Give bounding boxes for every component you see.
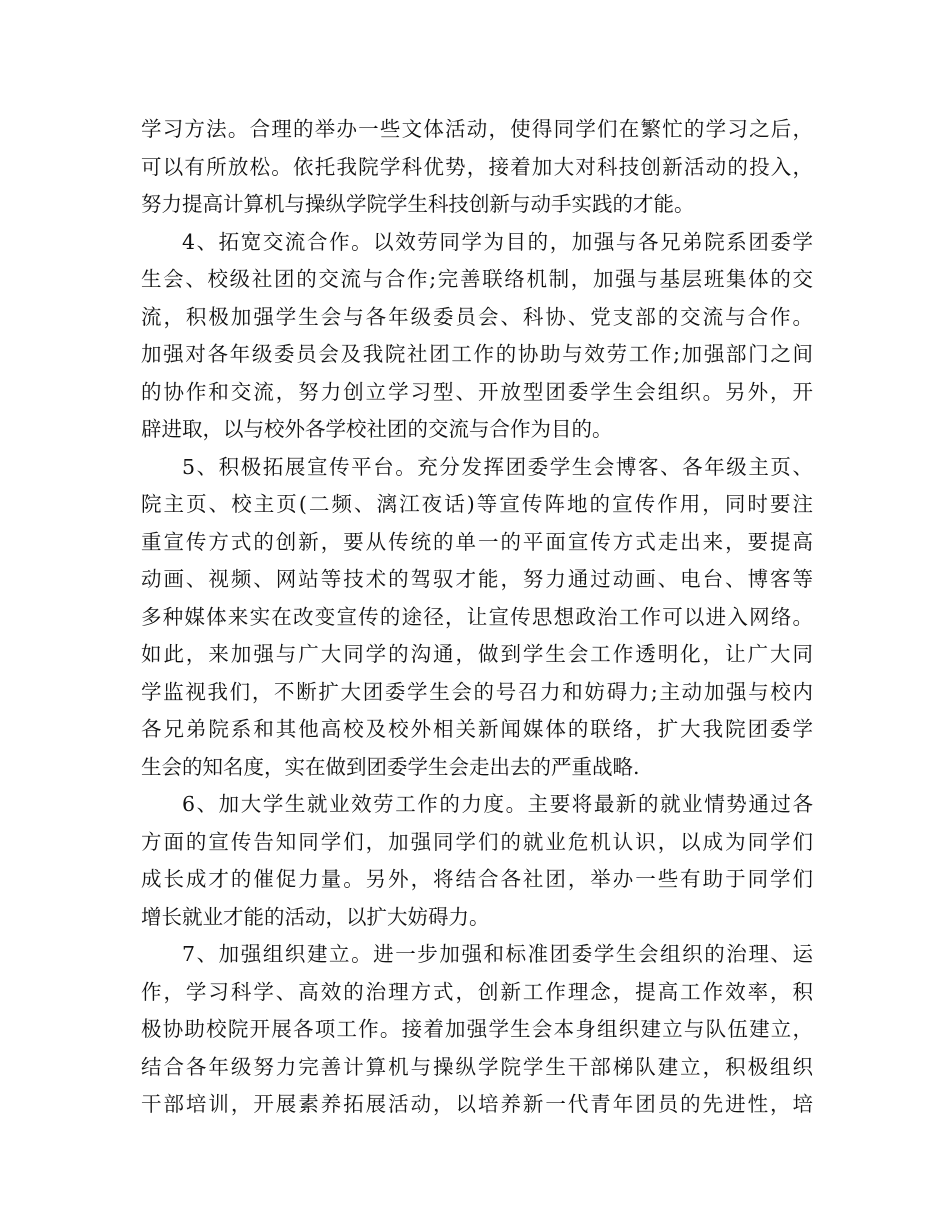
text-line: 增长就业才能的活动，以扩大妨碍力。	[141, 904, 490, 929]
text-line: 流，积极加强学生会与各年级委员会、科协、党支部的交流与合作。	[141, 304, 813, 329]
text-line: 可以有所放松。依托我院学科优势，接着加大对科技创新活动的投入，	[141, 154, 813, 179]
paragraph-4-expand-exchange	[141, 224, 813, 449]
text-line: 成长成才的催促力量。另外，将结合各社团，举办一些有助于同学们	[141, 867, 813, 891]
text-line: 辟进取，以与校外各学校社团的交流与合作为目的。	[141, 417, 613, 441]
text-line: 方面的宣传告知同学们，加强同学们的就业危机认识，以成为同学们	[141, 829, 813, 854]
text-line: 极协助校院开展各项工作。接着加强学生会本身组织建立与队伍建立，	[141, 1017, 813, 1041]
text-line: 努力提高计算机与操纵学院学生科技创新与动手实践的才能。	[141, 192, 695, 216]
text-line: 各兄弟院系和其他高校及校外相关新闻媒体的联络，扩大我院团委学	[141, 717, 813, 741]
paragraph-continued	[141, 111, 813, 224]
document-body	[141, 111, 813, 1124]
paragraph-5-publicity-platform	[141, 449, 813, 787]
text-line: 重宣传方式的创新，要从传统的单一的平面宣传方式走出来，要提高	[141, 529, 813, 554]
text-line: 动画、视频、网站等技术的驾驭才能，努力通过动画、电台、博客等	[141, 567, 813, 591]
text-line: 加强对各年级委员会及我院社团工作的协助与效劳工作;加强部门之间	[141, 342, 813, 366]
text-line: 如此，来加强与广大同学的沟通，做到学生会工作透明化，让广大同	[141, 642, 813, 666]
text-line: 干部培训，开展素养拓展活动，以培养新一代青年团员的先进性，培	[141, 1092, 813, 1116]
text-line: 生会的知名度，实在做到团委学生会走出去的严重战略.	[141, 754, 640, 779]
text-line: 的协作和交流，努力创立学习型、开放型团委学生会组织。另外，开	[141, 379, 813, 404]
text-line: 6、加大学生就业效劳工作的力度。主要将最新的就业情势通过各	[182, 792, 813, 816]
paragraph-7-organization-building	[141, 936, 813, 1124]
text-line: 结合各年级努力完善计算机与操纵学院学生干部梯队建立，积极组织	[141, 1054, 813, 1079]
text-line: 学监视我们，不断扩大团委学生会的号召力和妨碍力;主动加强与校内	[141, 679, 813, 704]
text-line: 7、加强组织建立。进一步加强和标准团委学生会组织的治理、运	[182, 942, 813, 966]
paragraph-6-employment-service	[141, 786, 813, 936]
text-line: 院主页、校主页(二频、漓江夜话)等宣传阵地的宣传作用，同时要注	[141, 492, 813, 516]
text-line: 学习方法。合理的举办一些文体活动，使得同学们在繁忙的学习之后，	[141, 117, 813, 141]
text-line: 4、拓宽交流合作。以效劳同学为目的，加强与各兄弟院系团委学	[182, 229, 813, 254]
text-line: 作，学习科学、高效的治理方式，创新工作理念，提高工作效率，积	[141, 979, 813, 1004]
text-line: 生会、校级社团的交流与合作;完善联络机制，加强与基层班集体的交	[141, 267, 813, 291]
text-line: 5、积极拓展宣传平台。充分发挥团委学生会博客、各年级主页、	[182, 454, 813, 479]
text-line: 多种媒体来实在改变宣传的途径，让宣传思想政治工作可以进入网络。	[141, 604, 813, 629]
